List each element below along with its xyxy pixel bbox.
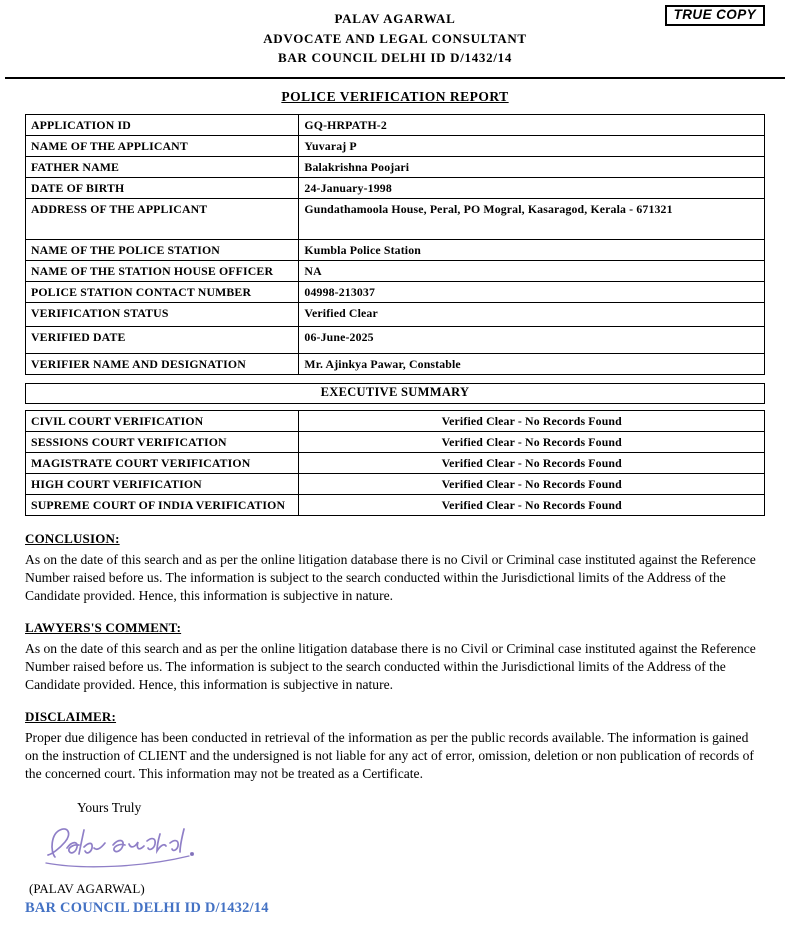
table-row	[26, 452, 765, 473]
signature-image	[39, 821, 765, 879]
field-label: VERIFICATION STATUS	[26, 302, 299, 326]
field-label: NAME OF THE POLICE STATION	[26, 239, 299, 260]
executive-summary-title: EXECUTIVE SUMMARY	[25, 383, 765, 404]
summary-value: Verified Clear - No Records Found	[299, 410, 765, 431]
disclaimer-section	[25, 709, 765, 783]
conclusion-body: As on the date of this search and as per the online litigation database there is no Civil or Criminal case instituted against the Reference Number raised before us. The information is subject to the search conducted within the Jurisdictional limits of the Address of the Candidate provided. Hence, this information is subjective in nature.	[25, 551, 756, 603]
field-label: VERIFIED DATE	[26, 326, 299, 353]
summary-label: SUPREME COURT OF INDIA VERIFICATION	[26, 494, 299, 515]
field-label: NAME OF THE APPLICANT	[26, 135, 299, 156]
advocate-name: PALAV AGARWAL	[334, 11, 456, 26]
field-value: Kumbla Police Station	[299, 239, 765, 260]
table-row	[26, 473, 765, 494]
field-label: NAME OF THE STATION HOUSE OFFICER	[26, 260, 299, 281]
letterhead-bar-council-id: BAR COUNCIL DELHI ID D/1432/14	[277, 50, 513, 65]
summary-value: Verified Clear - No Records Found	[299, 431, 765, 452]
report-details-table	[25, 114, 765, 375]
field-value: Balakrishna Poojari	[299, 156, 765, 177]
table-row	[26, 302, 765, 326]
signatory-bar-council-id: BAR COUNCIL DELHI ID D/1432/14	[25, 900, 269, 917]
table-row	[26, 431, 765, 452]
field-value: Yuvaraj P	[299, 135, 765, 156]
table-row	[26, 494, 765, 515]
table-row	[26, 198, 765, 239]
summary-label: SESSIONS COURT VERIFICATION	[26, 431, 299, 452]
lawyers-comment-body: As on the date of this search and as per the online litigation database there is no Civil or Criminal case instituted against the Reference Number raised before us. The information is subject to the search conducted within the Jurisdictional limits of the Address of the Candidate provided. Hence, this information is subjective in nature.	[25, 640, 756, 692]
field-label: POLICE STATION CONTACT NUMBER	[26, 281, 299, 302]
disclaimer-body: Proper due diligence has been conducted in retrieval of the information as per the public records available. The information is gained on the instruction of CLIENT and the undersigned is not liable for any act of error, omission, deletion or non publication of records of the concerned court. This information may not be treated as a Certificate.	[25, 729, 754, 782]
signatory-name: (PALAV AGARWAL)	[29, 881, 145, 897]
table-row	[26, 156, 765, 177]
advocate-title: ADVOCATE AND LEGAL CONSULTANT	[263, 30, 527, 46]
field-label: DATE OF BIRTH	[26, 177, 299, 198]
table-row	[26, 353, 765, 374]
summary-label: HIGH COURT VERIFICATION	[26, 473, 299, 494]
conclusion-section	[25, 531, 765, 605]
field-value: NA	[299, 260, 765, 281]
closing-text: Yours Truly	[77, 800, 142, 816]
summary-label: MAGISTRATE COURT VERIFICATION	[26, 452, 299, 473]
table-row	[26, 177, 765, 198]
header-divider	[5, 77, 785, 79]
report-title: POLICE VERIFICATION REPORT	[281, 88, 509, 104]
table-row	[26, 410, 765, 431]
summary-label: CIVIL COURT VERIFICATION	[26, 410, 299, 431]
summary-value: Verified Clear - No Records Found	[299, 473, 765, 494]
table-row	[26, 114, 765, 135]
lawyers-comment-heading: LAWYERS'S COMMENT:	[25, 619, 182, 635]
table-row	[26, 260, 765, 281]
field-value: Mr. Ajinkya Pawar, Constable	[299, 353, 765, 374]
table-row	[26, 135, 765, 156]
field-label: ADDRESS OF THE APPLICANT	[26, 198, 299, 239]
signature-scribble-icon	[39, 821, 199, 877]
field-value: Verified Clear	[299, 302, 765, 326]
summary-value: Verified Clear - No Records Found	[299, 494, 765, 515]
field-label: FATHER NAME	[26, 156, 299, 177]
field-label: VERIFIER NAME AND DESIGNATION	[26, 353, 299, 374]
disclaimer-heading: DISCLAIMER:	[25, 708, 117, 724]
table-row	[26, 239, 765, 260]
field-value: Gundathamoola House, Peral, PO Mogral, Kasaragod, Kerala - 671321	[299, 198, 765, 239]
executive-summary-table	[25, 410, 765, 516]
true-copy-stamp: TRUE COPY	[665, 5, 765, 26]
table-row	[26, 281, 765, 302]
summary-value: Verified Clear - No Records Found	[299, 452, 765, 473]
field-value: 24-January-1998	[299, 177, 765, 198]
table-row	[26, 326, 765, 353]
letterhead	[25, 6, 765, 68]
field-value: 06-June-2025	[299, 326, 765, 353]
field-value: GQ-HRPATH-2	[299, 114, 765, 135]
field-value: 04998-213037	[299, 281, 765, 302]
conclusion-heading: CONCLUSION:	[25, 530, 120, 546]
field-label: APPLICATION ID	[26, 114, 299, 135]
lawyers-comment-section	[25, 620, 765, 694]
